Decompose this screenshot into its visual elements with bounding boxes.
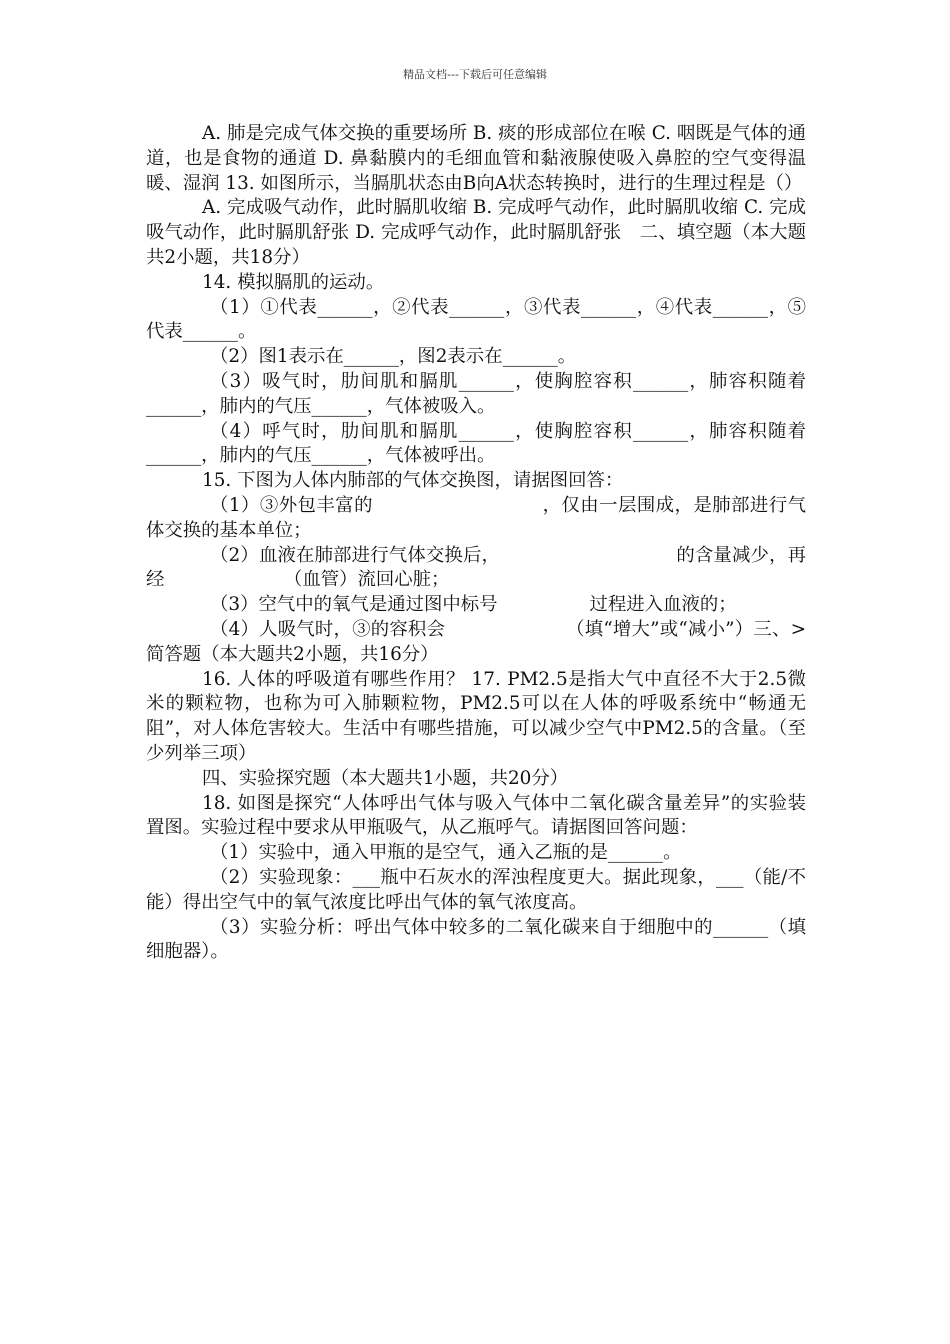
paragraph-q18-part3: （3）实验分析：呼出气体中较多的二氧化碳来自于细胞中的______（填细胞器）。 [146, 916, 806, 963]
paragraph-q14-part1: （1）①代表______，②代表______，③代表______，④代表______，⑤代表______。 [146, 296, 806, 343]
paragraph-q13-options: A. 完成吸气动作，此时膈肌收缩 B. 完成呼气动作，此时膈肌收缩 C. 完成吸气动作，此时膈肌舒张 D. 完成呼气动作，此时膈肌舒张 二、填空题（本大题共2小题，共18分） [146, 197, 806, 268]
paragraph-q18-title: 18. 如图是探究“人体呼出气体与吸入气体中二氧化碳含量差异”的实验装置图。实验过程中要求从甲瓶吸气，从乙瓶呼气。请据图回答问题： [146, 792, 806, 839]
paragraph-q14-part4: （4）呼气时，肋间肌和膈肌______，使胸腔容积______，肺容积随着______，肺内的气压______，气体被呼出。 [146, 420, 806, 467]
section-heading-experiment: 四、实验探究题（本大题共1小题，共20分） [202, 767, 569, 789]
paragraph-q12-options: A. 肺是完成气体交换的重要场所 B. 痰的形成部位在喉 C. 咽既是气体的通道，也是食物的通道 D. 鼻黏膜内的毛细血管和黏液腺使吸入鼻腔的空气变得温暖、湿润 13. 如图所示，当膈肌状态由B向A状态转换时，进行的生理过程是（） [146, 123, 806, 194]
paragraph-q15-part3: （3）空气中的氧气是通过图中标号 过程进入血液的； [210, 594, 737, 616]
paragraph-q15-title: 15. 下图为人体内肺部的气体交换图，请据图回答： [202, 470, 624, 492]
paragraph-q16-q17: 16. 人体的呼吸道有哪些作用？ 17. PM2.5是指大气中直径不大于2.5微米的颗粒物，也称为可入肺颗粒物，PM2.5可以在人体的呼吸系统中“畅通无阻”，对人体危害较大。生活中有哪些措施，可以减少空气中PM2.5的含量。（至少列举三项） [146, 668, 806, 764]
paragraph-q15-part1: （1）③外包丰富的 ，仅由一层围成，是肺部进行气体交换的基本单位； [146, 494, 806, 541]
paragraph-q15-part4: （4）人吸气时，③的容积会 （填“增大”或“减小”）三、>简答题（本大题共2小题，共16分） [146, 618, 806, 665]
paragraph-q14-part2: （2）图1表示在______，图2表示在______。 [210, 346, 577, 368]
paragraph-q18-part2: （2）实验现象：___瓶中石灰水的浑浊程度更大。据此现象，___（能/不能）得出空气中的氧气浓度比呼出气体的氧气浓度高。 [146, 866, 806, 913]
paragraph-q14-part3: （3）吸气时，肋间肌和膈肌______，使胸腔容积______，肺容积随着______，肺内的气压______，气体被吸入。 [146, 370, 806, 417]
page-header: 精品文档---下载后可任意编辑 [403, 68, 547, 81]
paragraph-q15-part2: （2）血液在肺部进行气体交换后， 的含量减少，再经 （血管）流回心脏； [146, 544, 806, 591]
paragraph-q14-title: 14. 模拟膈肌的运动。 [202, 271, 385, 293]
document-body [146, 122, 806, 965]
paragraph-q18-part1: （1）实验中，通入甲瓶的是空气，通入乙瓶的是______。 [210, 842, 682, 864]
